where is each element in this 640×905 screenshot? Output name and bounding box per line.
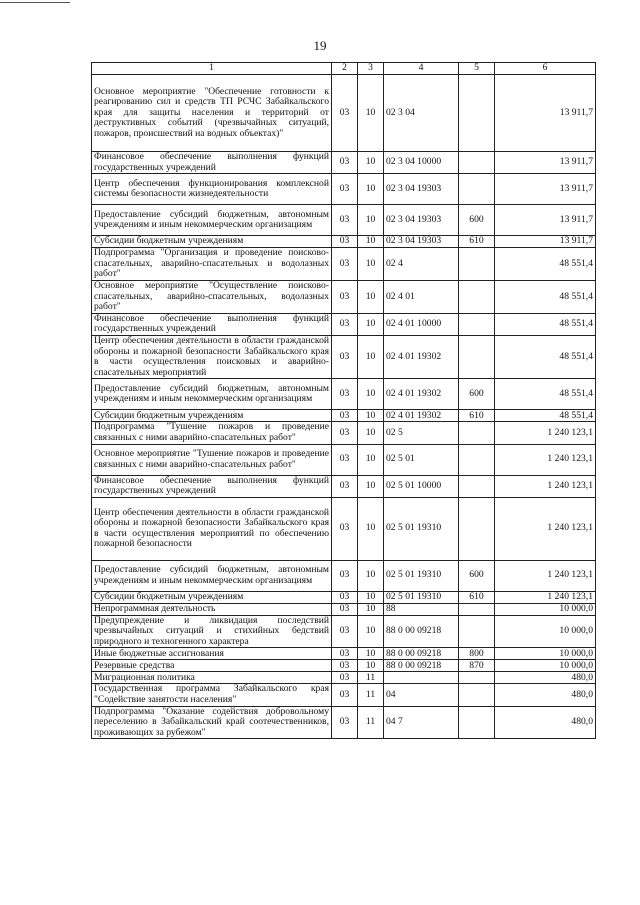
row-expense-type-cell: 610	[459, 410, 495, 422]
row-name-cell: Предупреждение и ликвидация последствий чрезвычайных ситуаций и стихийных бедствий природного и техногенного характера	[92, 615, 332, 648]
row-target-article-cell: 04	[384, 684, 459, 706]
table-row	[92, 379, 596, 410]
row-expense-type-cell	[459, 335, 495, 378]
row-amount-cell: 1 240 123,1	[495, 444, 596, 475]
row-subsection-cell: 10	[358, 379, 384, 410]
row-expense-type-cell	[459, 615, 495, 648]
row-amount-cell: 10 000,0	[495, 603, 596, 615]
row-amount-cell: 1 240 123,1	[495, 560, 596, 591]
row-name-cell: Основное мероприятие "Тушение пожаров и проведение связанных с ними аварийно-спасательных работ"	[92, 444, 332, 475]
header-cell-section: 2	[332, 63, 358, 75]
table-row	[92, 152, 596, 174]
row-name-cell: Подпрограмма "Тушение пожаров и проведение связанных с ними аварийно-спасательных работ"	[92, 422, 332, 444]
row-subsection-cell: 10	[358, 174, 384, 205]
row-subsection-cell: 10	[358, 410, 384, 422]
row-amount-cell: 13 911,7	[495, 205, 596, 236]
table-row	[92, 313, 596, 335]
row-amount-cell: 480,0	[495, 684, 596, 706]
table-row	[92, 422, 596, 444]
row-section-cell: 03	[332, 672, 358, 684]
header-row	[92, 63, 596, 75]
row-expense-type-cell	[459, 248, 495, 281]
row-section-cell: 03	[332, 422, 358, 444]
table-row	[92, 660, 596, 672]
row-expense-type-cell	[459, 75, 495, 152]
row-target-article-cell: 02 4 01 19302	[384, 379, 459, 410]
row-name-cell: Центр обеспечения деятельности в области гражданской обороны и пожарной безопасности Забайкальского края в части осуществления поисковых и аварийно-спасательных мероприятий	[92, 335, 332, 378]
row-name-cell: Непрограммная деятельность	[92, 603, 332, 615]
row-section-cell: 03	[332, 497, 358, 560]
row-name-cell: Основное мероприятие "Осуществление поисково-спасательных, аварийно-спасательных, водолазных работ"	[92, 280, 332, 313]
row-section-cell: 03	[332, 248, 358, 281]
table-row	[92, 560, 596, 591]
table-row	[92, 410, 596, 422]
row-subsection-cell: 10	[358, 248, 384, 281]
row-target-article-cell: 02 5 01 10000	[384, 475, 459, 497]
row-subsection-cell: 10	[358, 560, 384, 591]
header-cell-name: 1	[92, 63, 332, 75]
row-subsection-cell: 10	[358, 205, 384, 236]
row-expense-type-cell	[459, 280, 495, 313]
row-target-article-cell: 88 0 00 09218	[384, 660, 459, 672]
row-amount-cell: 48 551,4	[495, 410, 596, 422]
row-section-cell: 03	[332, 410, 358, 422]
row-name-cell: Подпрограмма "Организация и проведение поисково-спасательных, аварийно-спасательных и водолазных работ"	[92, 248, 332, 281]
row-target-article-cell: 02 5 01 19310	[384, 497, 459, 560]
table-row	[92, 335, 596, 378]
row-amount-cell: 48 551,4	[495, 248, 596, 281]
row-target-article-cell: 02 5 01	[384, 444, 459, 475]
header-cell-target-article: 4	[384, 63, 459, 75]
table-row	[92, 174, 596, 205]
row-subsection-cell: 10	[358, 313, 384, 335]
row-section-cell: 03	[332, 560, 358, 591]
row-expense-type-cell	[459, 422, 495, 444]
row-target-article-cell: 88 0 00 09218	[384, 648, 459, 660]
table-row	[92, 615, 596, 648]
row-name-cell: Субсидии бюджетным учреждениям	[92, 591, 332, 603]
row-section-cell: 03	[332, 236, 358, 248]
row-subsection-cell: 10	[358, 75, 384, 152]
row-name-cell: Иные бюджетные ассигнования	[92, 648, 332, 660]
row-section-cell: 03	[332, 75, 358, 152]
table-row	[92, 684, 596, 706]
row-section-cell: 03	[332, 706, 358, 739]
row-subsection-cell: 10	[358, 475, 384, 497]
row-name-cell: Подпрограмма "Оказание содействия добровольному переселению в Забайкальский край соотечественников, проживающих за рубежом"	[92, 706, 332, 739]
row-expense-type-cell	[459, 684, 495, 706]
row-amount-cell: 13 911,7	[495, 75, 596, 152]
row-section-cell: 03	[332, 684, 358, 706]
row-subsection-cell: 10	[358, 444, 384, 475]
row-target-article-cell: 02 4 01	[384, 280, 459, 313]
table-row	[92, 497, 596, 560]
row-name-cell: Финансовое обеспечение выполнения функций государственных учреждений	[92, 152, 332, 174]
row-subsection-cell: 10	[358, 236, 384, 248]
row-amount-cell: 480,0	[495, 706, 596, 739]
header-cell-expense-type: 5	[459, 63, 495, 75]
row-section-cell: 03	[332, 152, 358, 174]
row-amount-cell: 13 911,7	[495, 236, 596, 248]
row-target-article-cell: 88	[384, 603, 459, 615]
table-row	[92, 672, 596, 684]
row-expense-type-cell: 600	[459, 379, 495, 410]
row-subsection-cell: 10	[358, 497, 384, 560]
row-section-cell: 03	[332, 648, 358, 660]
table-row	[92, 248, 596, 281]
row-name-cell: Финансовое обеспечение выполнения функций государственных учреждений	[92, 475, 332, 497]
row-amount-cell: 48 551,4	[495, 335, 596, 378]
row-subsection-cell: 10	[358, 660, 384, 672]
table-row	[92, 444, 596, 475]
row-subsection-cell: 10	[358, 648, 384, 660]
row-section-cell: 03	[332, 205, 358, 236]
budget-table-body	[92, 63, 596, 739]
row-amount-cell: 48 551,4	[495, 313, 596, 335]
row-section-cell: 03	[332, 615, 358, 648]
row-name-cell: Государственная программа Забайкальского края "Содействие занятости населения"	[92, 684, 332, 706]
table-row	[92, 591, 596, 603]
row-amount-cell: 13 911,7	[495, 152, 596, 174]
row-amount-cell: 10 000,0	[495, 648, 596, 660]
row-expense-type-cell	[459, 497, 495, 560]
row-expense-type-cell: 800	[459, 648, 495, 660]
row-amount-cell: 1 240 123,1	[495, 475, 596, 497]
header-cell-subsection: 3	[358, 63, 384, 75]
row-expense-type-cell	[459, 174, 495, 205]
budget-table	[91, 62, 596, 739]
table-row	[92, 75, 596, 152]
row-target-article-cell: 02 4 01 10000	[384, 313, 459, 335]
row-expense-type-cell	[459, 672, 495, 684]
row-expense-type-cell	[459, 444, 495, 475]
row-section-cell: 03	[332, 660, 358, 672]
table-row	[92, 205, 596, 236]
row-target-article-cell: 02 5	[384, 422, 459, 444]
row-subsection-cell: 10	[358, 280, 384, 313]
table-row	[92, 236, 596, 248]
row-target-article-cell: 02 3 04 10000	[384, 152, 459, 174]
row-subsection-cell: 10	[358, 615, 384, 648]
row-subsection-cell: 10	[358, 335, 384, 378]
table-row	[92, 603, 596, 615]
row-name-cell: Предоставление субсидий бюджетным, автономным учреждениям и иным некоммерческим организациям	[92, 560, 332, 591]
row-expense-type-cell: 600	[459, 205, 495, 236]
row-subsection-cell: 11	[358, 684, 384, 706]
row-target-article-cell: 02 5 01 19310	[384, 591, 459, 603]
row-target-article-cell: 02 4 01 19302	[384, 410, 459, 422]
row-amount-cell: 10 000,0	[495, 615, 596, 648]
row-section-cell: 03	[332, 313, 358, 335]
header-cell-amount: 6	[495, 63, 596, 75]
row-name-cell: Предоставление субсидий бюджетным, автономным учреждениям и иным некоммерческим организациям	[92, 379, 332, 410]
row-amount-cell: 10 000,0	[495, 660, 596, 672]
row-amount-cell: 480,0	[495, 672, 596, 684]
row-target-article-cell: 02 3 04	[384, 75, 459, 152]
row-amount-cell: 48 551,4	[495, 280, 596, 313]
row-subsection-cell: 10	[358, 603, 384, 615]
row-name-cell: Центр обеспечения деятельности в области гражданской обороны и пожарной безопасности Забайкальского края в части осуществления мероприятий по обеспечению пожарной безопасности	[92, 497, 332, 560]
table-row	[92, 475, 596, 497]
row-expense-type-cell: 610	[459, 236, 495, 248]
row-subsection-cell: 10	[358, 591, 384, 603]
row-section-cell: 03	[332, 591, 358, 603]
row-section-cell: 03	[332, 475, 358, 497]
row-target-article-cell: 04 7	[384, 706, 459, 739]
row-name-cell: Финансовое обеспечение выполнения функций государственных учреждений	[92, 313, 332, 335]
row-target-article-cell: 02 3 04 19303	[384, 174, 459, 205]
row-target-article-cell: 02 4	[384, 248, 459, 281]
row-expense-type-cell: 870	[459, 660, 495, 672]
row-name-cell: Предоставление субсидий бюджетным, автономным учреждениям и иным некоммерческим организациям	[92, 205, 332, 236]
row-amount-cell: 13 911,7	[495, 174, 596, 205]
table-row	[92, 648, 596, 660]
row-section-cell: 03	[332, 335, 358, 378]
row-target-article-cell: 02 5 01 19310	[384, 560, 459, 591]
table-row	[92, 280, 596, 313]
row-section-cell: 03	[332, 379, 358, 410]
row-expense-type-cell	[459, 152, 495, 174]
row-section-cell: 03	[332, 280, 358, 313]
row-subsection-cell: 11	[358, 672, 384, 684]
row-target-article-cell: 02 4 01 19302	[384, 335, 459, 378]
row-amount-cell: 48 551,4	[495, 379, 596, 410]
row-expense-type-cell	[459, 475, 495, 497]
row-expense-type-cell	[459, 603, 495, 615]
row-name-cell: Резервные средства	[92, 660, 332, 672]
row-name-cell: Миграционная политика	[92, 672, 332, 684]
scan-mark	[0, 2, 70, 3]
row-amount-cell: 1 240 123,1	[495, 422, 596, 444]
row-subsection-cell: 11	[358, 706, 384, 739]
row-subsection-cell: 10	[358, 152, 384, 174]
row-section-cell: 03	[332, 174, 358, 205]
row-name-cell: Субсидии бюджетным учреждениям	[92, 410, 332, 422]
row-name-cell: Основное мероприятие "Обеспечение готовности к реагированию сил и средств ТП РСЧС Забайкальского края для защиты населения и территорий от деструктивных событий (чрезвычайных ситуаций, пожаров, происшествий на водных объектах)"	[92, 75, 332, 152]
row-subsection-cell: 10	[358, 422, 384, 444]
row-section-cell: 03	[332, 603, 358, 615]
row-expense-type-cell	[459, 313, 495, 335]
row-target-article-cell	[384, 672, 459, 684]
page-number: 19	[313, 38, 327, 53]
row-target-article-cell: 88 0 00 09218	[384, 615, 459, 648]
row-expense-type-cell: 600	[459, 560, 495, 591]
row-section-cell: 03	[332, 444, 358, 475]
row-target-article-cell: 02 3 04 19303	[384, 205, 459, 236]
row-expense-type-cell: 610	[459, 591, 495, 603]
row-name-cell: Центр обеспечения функционирования комплексной системы безопасности жизнедеятельности	[92, 174, 332, 205]
row-amount-cell: 1 240 123,1	[495, 497, 596, 560]
row-name-cell: Субсидии бюджетным учреждениям	[92, 236, 332, 248]
table-row	[92, 706, 596, 739]
row-target-article-cell: 02 3 04 19303	[384, 236, 459, 248]
row-amount-cell: 1 240 123,1	[495, 591, 596, 603]
row-expense-type-cell	[459, 706, 495, 739]
